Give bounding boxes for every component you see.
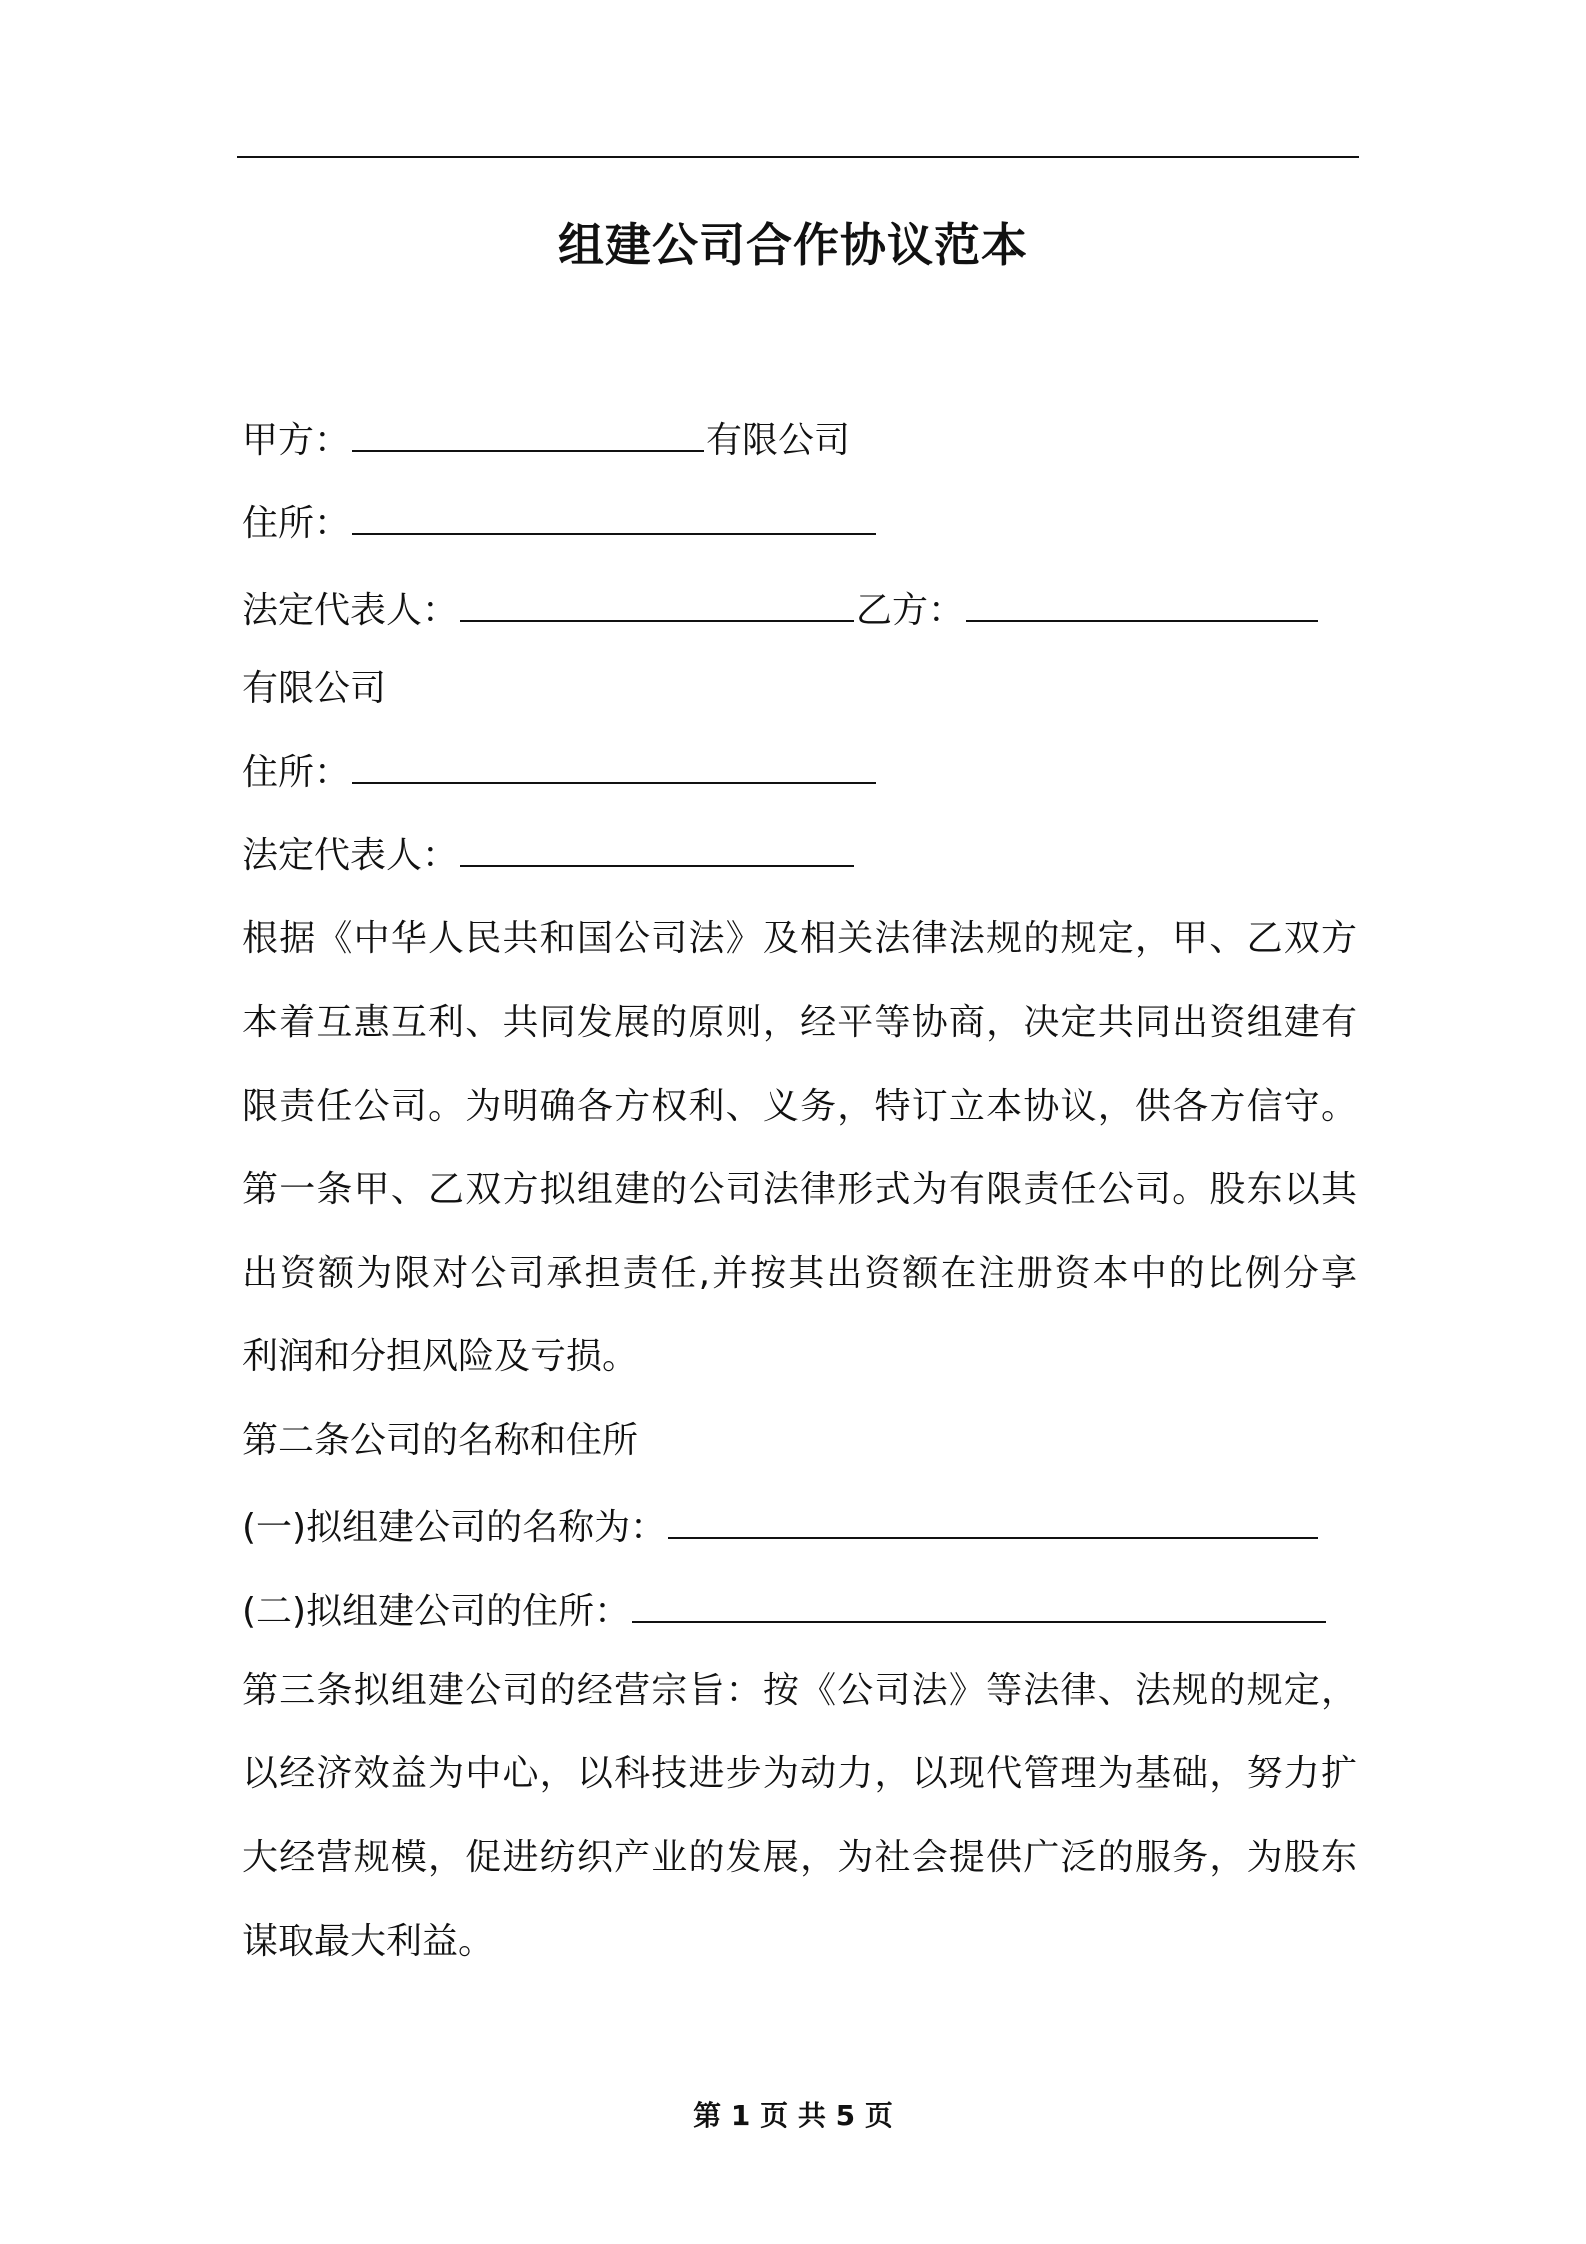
- party-a-suffix: 有限公司: [706, 420, 851, 461]
- party-a-legal-rep-line: [242, 586, 1320, 636]
- preamble-line: 根据《中华人民共和国公司法》及相关法律法规的规定，甲、乙双方: [242, 918, 1357, 959]
- article3-line: 以经济效益为中心，以科技进步为动力，以现代管理为基础，努力扩: [242, 1753, 1357, 1794]
- party-a-address-blank: [352, 503, 876, 535]
- article3-line: 第三条拟组建公司的经营宗旨：按《公司法》等法律、法规的规定，: [242, 1670, 1357, 1711]
- party-a-blank: [352, 420, 704, 452]
- article2-item2-line: [242, 1587, 1328, 1637]
- party-b-label: 乙方：: [856, 590, 965, 631]
- party-b-legal-rep-line: [242, 831, 856, 881]
- party-a-line: [242, 416, 850, 466]
- company-name-blank: [668, 1507, 1318, 1539]
- party-b-blank: [966, 590, 1318, 622]
- header-rule: [237, 156, 1359, 158]
- party-b-legal-rep-label: 法定代表人：: [242, 835, 459, 876]
- company-name-label: (一)拟组建公司的名称为：: [242, 1507, 667, 1548]
- article1-line: 出资额为限对公司承担责任,并按其出资额在注册资本中的比例分享: [242, 1253, 1357, 1294]
- page-number: 第 1 页 共 5 页: [693, 2099, 893, 2132]
- party-a-legal-rep-label: 法定代表人：: [242, 590, 459, 631]
- party-a-label: 甲方：: [242, 420, 351, 461]
- article2-item1-line: [242, 1503, 1320, 1553]
- party-a-address-line: [242, 499, 878, 549]
- article3-line: 大经营规模，促进纺织产业的发展，为社会提供广泛的服务，为股东: [242, 1837, 1357, 1878]
- article1-line: 利润和分担风险及亏损。: [242, 1336, 639, 1377]
- party-a-legal-rep-blank: [460, 590, 854, 622]
- document-title: 组建公司合作协议范本: [558, 218, 1028, 272]
- article1-line: 第一条甲、乙双方拟组建的公司法律形式为有限责任公司。股东以其: [242, 1169, 1357, 1210]
- party-b-address-blank: [352, 752, 876, 784]
- company-address-label: (二)拟组建公司的住所：: [242, 1591, 631, 1632]
- party-b-legal-rep-blank: [460, 835, 854, 867]
- article2-heading: 第二条公司的名称和住所: [242, 1420, 639, 1461]
- party-b-address-label: 住所：: [242, 752, 351, 793]
- preamble-line: 本着互惠互利、共同发展的原则，经平等协商，决定共同出资组建有: [242, 1002, 1357, 1043]
- article3-line: 谋取最大利益。: [242, 1921, 495, 1962]
- party-a-address-label: 住所：: [242, 503, 351, 544]
- company-address-blank: [632, 1591, 1326, 1623]
- party-b-suffix-line: [242, 664, 386, 714]
- party-b-address-line: [242, 748, 878, 798]
- party-b-suffix: 有限公司: [242, 668, 387, 709]
- preamble-line: 限责任公司。为明确各方权利、义务，特订立本协议，供各方信守。: [242, 1086, 1357, 1127]
